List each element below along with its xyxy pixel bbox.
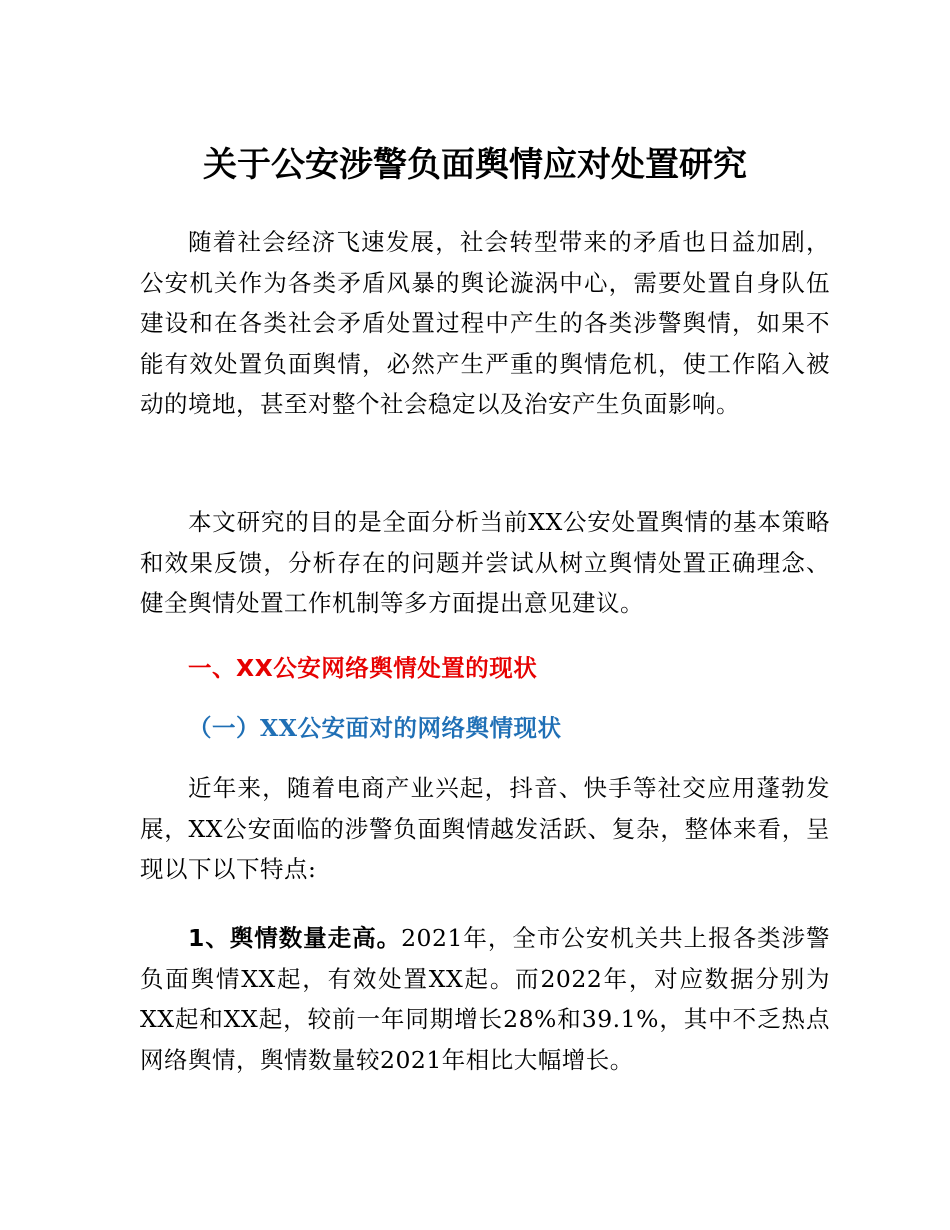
status-paragraph: 近年来，随着电商产业兴起，抖音、快手等社交应用蓬勃发展，XX公安面临的涉警负面舆情越发活跃、复杂，整体来看，呈现以下以下特点:	[140, 774, 830, 883]
purpose-paragraph: 本文研究的目的是全面分析当前XX公安处置舆情的基本策略和效果反馈，分析存在的问题并尝试从树立舆情处置正确理念、健全舆情处置工作机制等多方面提出意见建议。	[140, 508, 830, 617]
point-1-lead: 1、舆情数量走高。	[188, 924, 402, 952]
document-title: 关于公安涉警负面舆情应对处置研究	[203, 145, 747, 185]
point-1-paragraph	[140, 918, 830, 1080]
intro-paragraph: 随着社会经济飞速发展，社会转型带来的矛盾也日益加剧，公安机关作为各类矛盾风暴的舆论漩涡中心，需要处置自身队伍建设和在各类社会矛盾处置过程中产生的各类涉警舆情，如果不能有效处置负面舆情，必然产生严重的舆情危机，使工作陷入被动的境地，甚至对整个社会稳定以及治安产生负面影响。	[140, 228, 830, 418]
point-1-body: 2021年，全市公安机关共上报各类涉警负面舆情XX起，有效处置XX起。而2022年，对应数据分别为XX起和XX起，较前一年同期增长28%和39.1%，其中不乏热点网络舆情，舆情数量较2021年相比大幅增长。	[140, 924, 830, 1074]
subsection-heading-1: （一）XX公安面对的网络舆情现状	[188, 714, 562, 742]
section-heading-1: 一、XX公安网络舆情处置的现状	[188, 654, 538, 682]
